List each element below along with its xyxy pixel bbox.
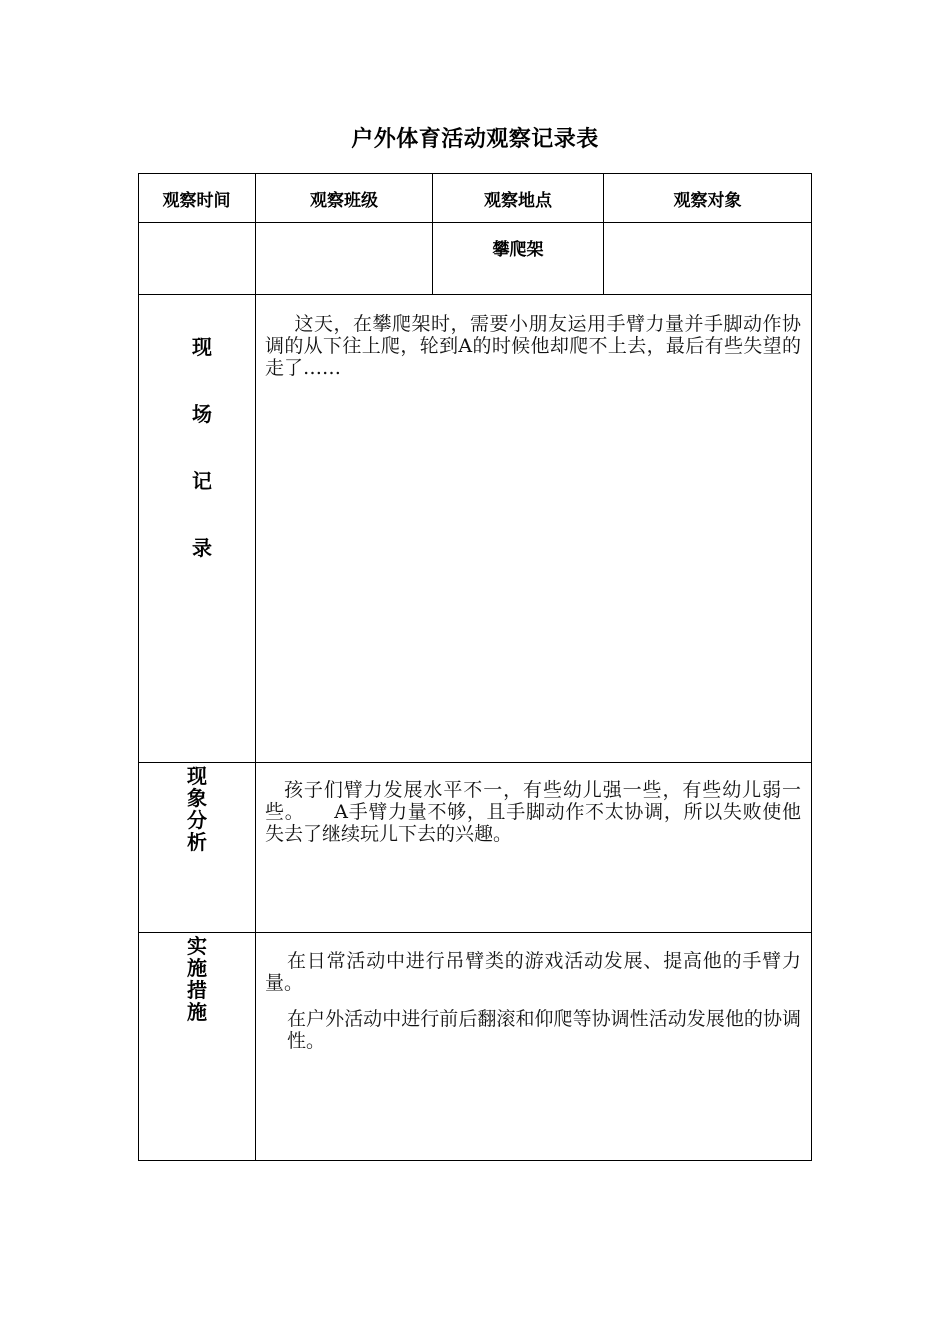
measures-label-char: 施 bbox=[187, 1000, 207, 1024]
observation-table bbox=[138, 173, 812, 1161]
record-label-char: 现 bbox=[192, 335, 212, 359]
record-text bbox=[265, 313, 801, 379]
analysis-label-char: 现 bbox=[187, 764, 207, 788]
rule-after-analysis bbox=[138, 932, 812, 933]
record-label bbox=[182, 331, 222, 599]
analysis-paragraph: 孩子们臂力发展水平不一，有些幼儿强一些，有些幼儿弱一些。 A手臂力量不够，且手脚动作不太协调，所以失败使他失去了继续玩儿下去的兴趣。 bbox=[265, 779, 801, 845]
analysis-label-char: 象 bbox=[187, 786, 207, 810]
value-location: 攀爬架 bbox=[492, 240, 544, 260]
measures-label-char: 措 bbox=[187, 978, 207, 1002]
rule-after-values bbox=[138, 294, 812, 295]
header-subject: 观察对象 bbox=[673, 191, 742, 211]
analysis-label bbox=[177, 765, 217, 853]
page-title: 户外体育活动观察记录表 bbox=[351, 127, 599, 152]
record-label-char: 录 bbox=[192, 536, 212, 560]
table-border-bottom bbox=[138, 1160, 812, 1161]
measures-label-char: 施 bbox=[187, 956, 207, 980]
header-class: 观察班级 bbox=[310, 191, 378, 211]
header-location: 观察地点 bbox=[484, 191, 552, 211]
measures-label bbox=[177, 935, 217, 1023]
rule-after-header bbox=[138, 222, 812, 223]
analysis-label-char: 析 bbox=[187, 830, 207, 854]
record-label-char: 场 bbox=[192, 402, 212, 426]
rule-col-3 bbox=[603, 173, 604, 295]
rule-after-record bbox=[138, 762, 812, 763]
header-time: 观察时间 bbox=[162, 191, 231, 211]
record-paragraph: 这天，在攀爬架时，需要小朋友运用手臂力量并手脚动作协调的从下往上爬，轮到A的时候他却爬不上去，最后有些失望的走了…… bbox=[265, 313, 801, 379]
record-label-char: 记 bbox=[192, 469, 212, 493]
analysis-label-char: 分 bbox=[187, 808, 207, 832]
measures-text bbox=[265, 950, 801, 1052]
measures-paragraph-2: 在户外活动中进行前后翻滚和仰爬等协调性活动发展他的协调性。 bbox=[287, 1008, 801, 1052]
table-border-top bbox=[138, 173, 812, 174]
analysis-text bbox=[265, 779, 801, 845]
rule-col-2 bbox=[432, 173, 433, 295]
table-border-right bbox=[811, 173, 812, 1161]
rule-col-1 bbox=[255, 173, 256, 1161]
table-border-left bbox=[138, 173, 139, 1161]
measures-label-char: 实 bbox=[187, 934, 207, 958]
measures-paragraph-1: 在日常活动中进行吊臂类的游戏活动发展、提高他的手臂力量。 bbox=[265, 950, 801, 994]
